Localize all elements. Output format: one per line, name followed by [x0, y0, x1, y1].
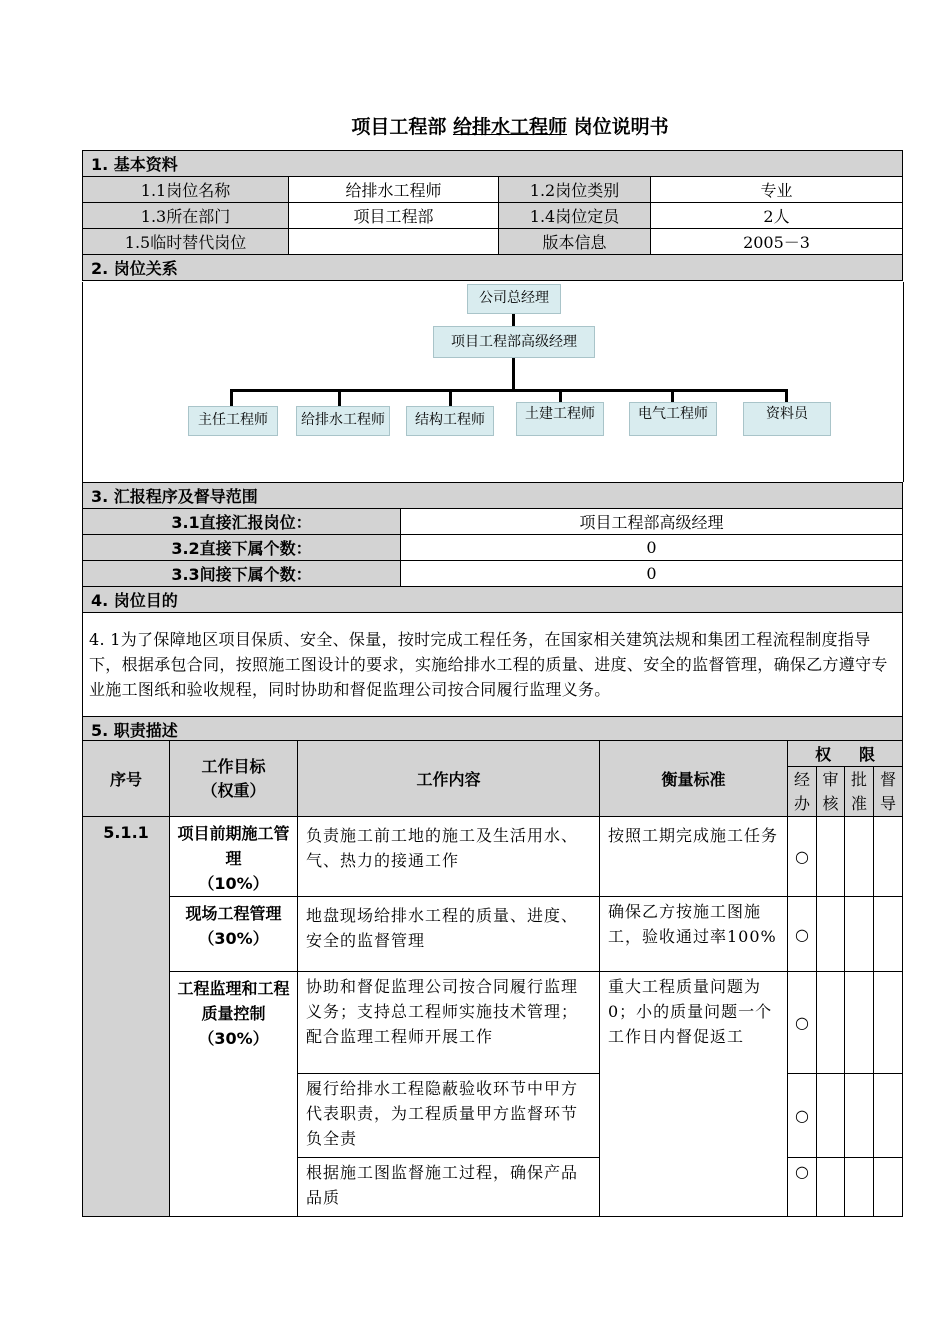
org-box-general-manager: 公司总经理 — [467, 284, 561, 314]
value-indirect-subordinates: 0 — [401, 561, 903, 587]
section5-heading: 5. 职责描述 — [83, 717, 903, 743]
label-direct-subordinates: 3.2直接下属个数： — [83, 535, 401, 561]
standard-cell: 按照工期完成施工任务 — [600, 817, 788, 897]
page-title: 项目工程部 给排水工程师 岗位说明书 — [351, 116, 669, 138]
label-position-category: 1.2岗位类别 — [499, 177, 651, 203]
value-department: 项目工程部 — [289, 203, 499, 229]
header-content: 工作内容 — [298, 741, 600, 817]
header-goal: 工作目标 （权重） — [170, 741, 298, 817]
org-box-senior-manager: 项目工程部高级经理 — [433, 326, 595, 358]
value-direct-subordinates: 0 — [401, 535, 903, 561]
section4-heading: 4. 岗位目的 — [83, 587, 903, 613]
org-box-chief-engineer: 主任工程师 — [188, 406, 278, 436]
content-cell: 地盘现场给排水工程的质量、进度、安全的监督管理 — [298, 897, 600, 972]
responsibility-table — [82, 740, 903, 1217]
purpose-text: 4. 1为了保障地区项目保质、安全、保量，按时完成工程任务，在国家相关建筑法规和集团工程流程制度指导下，根据承包合同，按照施工图设计的要求，实施给排水工程的质量、进度、安全的监督管理，确保乙方遵守专业施工图纸和验收规程，同时协助和督促监理公司按合同履行监理义务。 — [83, 613, 903, 717]
content-cell: 协助和督促监理公司按合同履行监理义务；支持总工程师实施技术管理；配合监理工程师开展工作 — [298, 972, 600, 1074]
header-standard: 衡量标准 — [600, 741, 788, 817]
label-department: 1.3所在部门 — [83, 203, 289, 229]
value-direct-report: 项目工程部高级经理 — [401, 509, 903, 535]
header-auth-review: 审核 — [817, 767, 845, 817]
label-direct-report: 3.1直接汇报岗位： — [83, 509, 401, 535]
section1-heading: 1. 基本资料 — [83, 151, 903, 177]
org-connector — [449, 389, 452, 407]
basic-info-table — [82, 150, 903, 281]
org-connector — [230, 389, 233, 407]
auth-mark: ○ — [788, 972, 817, 1074]
org-box-documentation-clerk: 资料员 — [743, 402, 831, 436]
goal-cell: 工程监理和工程质量控制 （30%） — [170, 972, 298, 1217]
content-cell: 根据施工图监督施工过程，确保产品品质 — [298, 1158, 600, 1217]
org-connector — [338, 389, 341, 407]
header-auth-supervise: 督导 — [874, 767, 903, 817]
org-chart — [82, 282, 904, 482]
reporting-table — [82, 482, 903, 743]
header-auth-approve: 批准 — [845, 767, 874, 817]
auth-mark: ○ — [788, 897, 817, 972]
auth-mark: ○ — [788, 1074, 817, 1158]
org-box-structural-engineer: 结构工程师 — [406, 406, 494, 436]
label-indirect-subordinates: 3.3间接下属个数： — [83, 561, 401, 587]
header-seq: 序号 — [83, 741, 170, 817]
label-substitute: 1.5临时替代岗位 — [83, 229, 289, 255]
value-version: 2005－3 — [651, 229, 903, 255]
value-position-name: 给排水工程师 — [289, 177, 499, 203]
org-connector — [230, 389, 788, 392]
section2-heading: 2. 岗位关系 — [83, 255, 903, 281]
auth-mark: ○ — [788, 817, 817, 897]
label-headcount: 1.4岗位定员 — [499, 203, 651, 229]
header-auth-handle: 经办 — [788, 767, 817, 817]
org-box-civil-engineer: 土建工程师 — [516, 402, 604, 436]
seq-cell: 5.1.1 — [83, 817, 170, 1217]
standard-cell: 重大工程质量问题为0；小的质量问题一个工作日内督促返工 — [600, 972, 788, 1217]
standard-cell: 确保乙方按施工图施工，验收通过率100% — [600, 897, 788, 972]
goal-cell: 项目前期施工管理 （10%） — [170, 817, 298, 897]
org-connector — [512, 358, 515, 390]
auth-mark: ○ — [788, 1158, 817, 1217]
label-version: 版本信息 — [499, 229, 651, 255]
value-position-category: 专业 — [651, 177, 903, 203]
value-headcount: 2人 — [651, 203, 903, 229]
content-cell: 履行给排水工程隐蔽验收环节中甲方代表职责，为工程质量甲方监督环节负全责 — [298, 1074, 600, 1158]
header-authority: 权 限 — [788, 741, 903, 767]
org-box-electrical-engineer: 电气工程师 — [629, 402, 717, 436]
value-substitute — [289, 229, 499, 255]
goal-cell: 现场工程管理 （30%） — [170, 897, 298, 972]
org-connector — [512, 314, 515, 326]
content-cell: 负责施工前工地的施工及生活用水、气、热力的接通工作 — [298, 817, 600, 897]
label-position-name: 1.1岗位名称 — [83, 177, 289, 203]
org-box-plumbing-engineer: 给排水工程师 — [296, 406, 390, 436]
section3-heading: 3. 汇报程序及督导范围 — [83, 483, 903, 509]
